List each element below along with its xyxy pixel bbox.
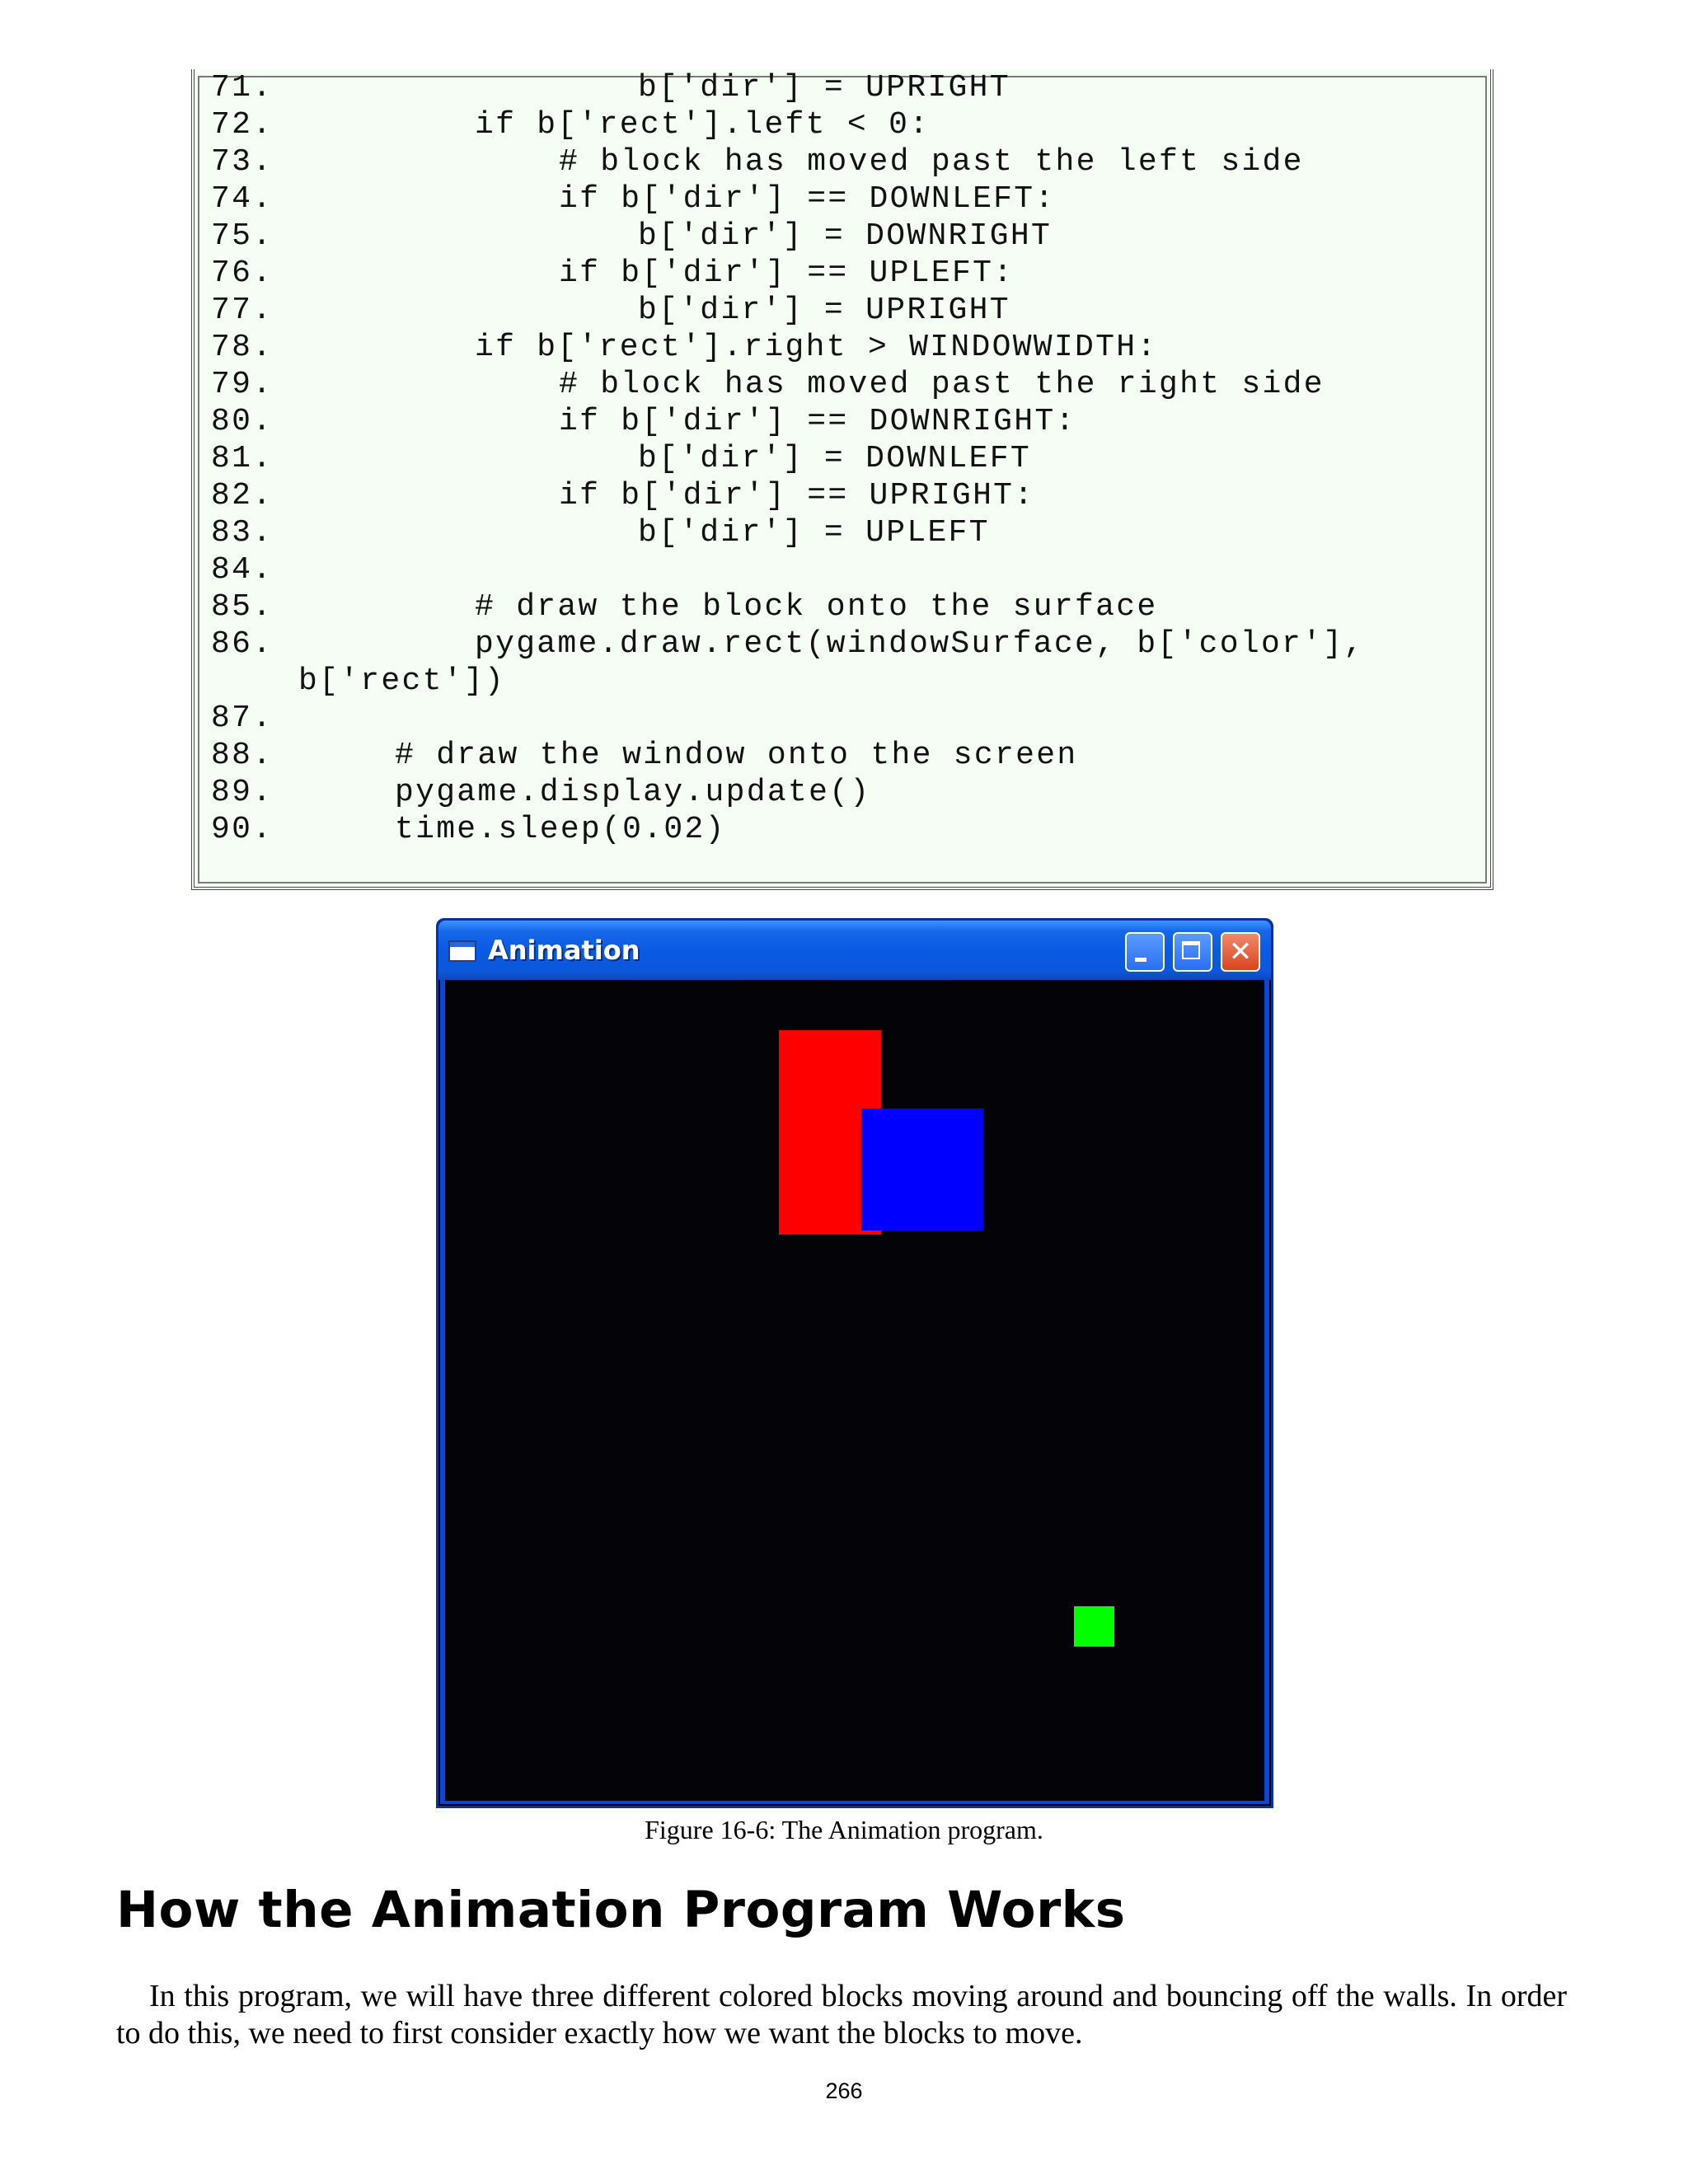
line-number: 76. [211,255,274,291]
code-text: pygame.display.update() [395,775,871,810]
maximize-button[interactable] [1173,932,1212,972]
code-text: # draw the block onto the surface [475,589,1158,625]
code-line [211,663,1464,700]
code-text: b['dir'] = UPRIGHT [638,293,1010,328]
window-canvas [445,980,1264,1801]
line-number: 80. [211,404,274,439]
code-lines [211,69,1464,848]
code-line [211,329,1464,366]
code-line [211,700,1464,737]
line-number: 75. [211,218,274,254]
line-number: 73. [211,144,274,180]
code-line [211,774,1464,811]
line-number: 87. [211,701,274,736]
code-line [211,106,1464,143]
line-number: 82. [211,478,274,513]
code-text: # block has moved past the left side [559,144,1304,180]
code-line [211,180,1464,218]
line-number: 77. [211,293,274,328]
code-line [211,811,1464,848]
code-line [211,292,1464,329]
code-line [211,588,1464,626]
code-line [211,477,1464,514]
line-number: 88. [211,738,274,773]
code-text: if b['dir'] == UPRIGHT: [559,478,1035,513]
section-heading: How the Animation Program Works [116,1881,1126,1939]
close-icon: ✕ [1228,935,1253,968]
line-number: 71. [211,70,274,105]
page-number: 266 [825,2079,863,2103]
line-number: 83. [211,515,274,551]
minimize-button[interactable] [1125,932,1165,972]
code-line [211,440,1464,477]
line-number: 81. [211,441,274,476]
code-text: if b['rect'].left < 0: [475,107,931,143]
code-line [211,403,1464,440]
body-paragraph: In this program, we will have three different colored blocks moving around and bouncing off the walls. In order to do this, we need to first consider exactly how we want the blocks to move. [116,1979,1567,2050]
code-text: if b['rect'].right > WINDOWWIDTH: [475,330,1158,365]
code-line [211,626,1464,663]
window-app-icon [448,940,476,962]
line-number: 79. [211,367,274,402]
line-number: 74. [211,181,274,217]
code-text: # block has moved past the right side [559,367,1325,402]
window-title: Animation [488,935,640,966]
code-line [211,366,1464,403]
code-line [211,551,1464,588]
code-line [211,255,1464,292]
code-text: b['dir'] = DOWNRIGHT [638,218,1053,254]
code-text: b['rect']) [298,663,506,699]
line-number: 85. [211,589,274,625]
code-text: time.sleep(0.02) [395,812,726,847]
code-line [211,69,1464,106]
line-number: 90. [211,812,274,847]
code-line [211,737,1464,774]
code-line [211,218,1464,255]
code-text: if b['dir'] == DOWNRIGHT: [559,404,1076,439]
window-titlebar[interactable] [438,921,1271,980]
figure-caption: Figure 16-6: The Animation program. [645,1815,1043,1844]
code-listing [191,69,1493,890]
code-line [211,143,1464,180]
line-number: 89. [211,775,274,810]
code-line [211,514,1464,551]
line-number: 72. [211,107,274,143]
code-text: pygame.draw.rect(windowSurface, b['color'], [475,626,1365,662]
code-text: if b['dir'] == UPLEFT: [559,255,1015,291]
code-text: if b['dir'] == DOWNLEFT: [559,181,1056,217]
code-text: b['dir'] = UPRIGHT [638,70,1010,105]
code-text: # draw the window onto the screen [395,738,1078,773]
code-text: b['dir'] = DOWNLEFT [638,441,1031,476]
blue-block [861,1108,983,1230]
line-number: 84. [211,552,274,588]
line-number: 78. [211,330,274,365]
line-number: 86. [211,626,274,662]
green-block [1074,1606,1114,1647]
close-button[interactable] [1221,932,1260,972]
code-text: b['dir'] = UPLEFT [638,515,990,551]
animation-window [436,918,1273,1808]
